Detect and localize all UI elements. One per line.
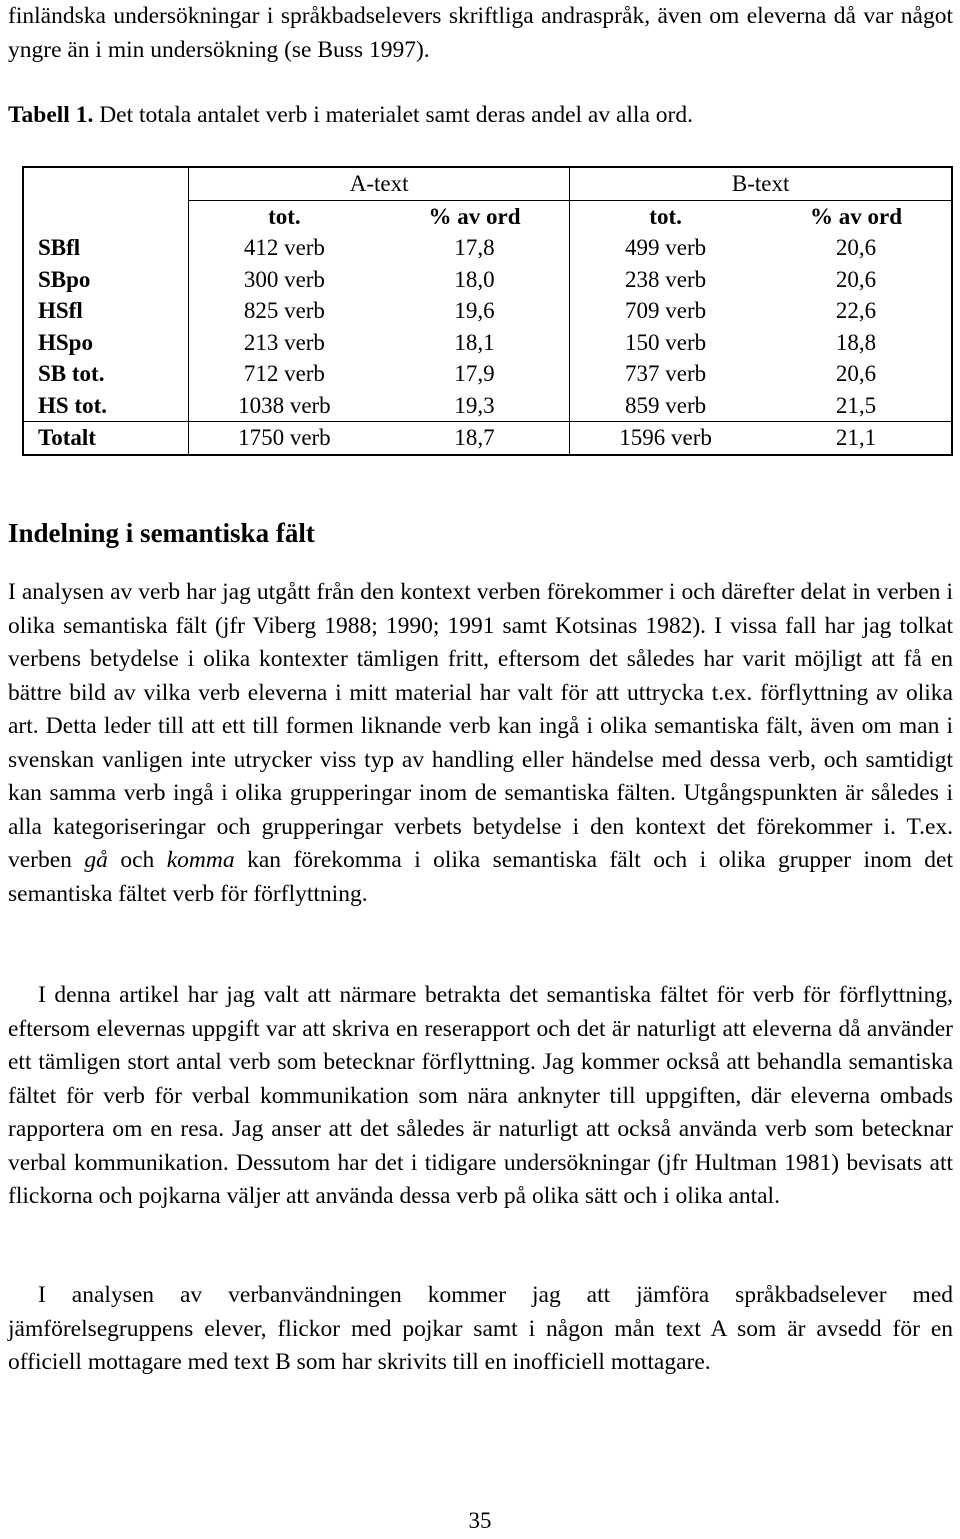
cell-a-pct: 19,6	[380, 295, 570, 327]
table-row	[23, 358, 952, 390]
cell-b-pct: 20,6	[835, 235, 877, 260]
cell-a-pct: 18,0	[380, 264, 570, 296]
cell-a-tot: 712 verb	[243, 361, 325, 386]
row-label: Totalt	[23, 422, 189, 455]
row-label: SB tot.	[23, 358, 189, 390]
subheader-a-tot: tot.	[268, 203, 301, 229]
cell-b-tot: 238 verb	[625, 266, 707, 292]
page-number: 35	[468, 1508, 492, 1533]
para1-verb-ga: gå	[84, 847, 108, 873]
cell-b-tot: 737 verb	[625, 361, 707, 386]
cell-b-pct: 22,6	[835, 298, 877, 323]
cell-b-pct: 18,8	[835, 329, 877, 355]
cell-b-tot: 1596 verb	[570, 422, 761, 455]
row-label: SBfl	[23, 232, 189, 264]
para1-text-a: I analysen av verb har jag utgått från den kontext verben förekommer i och därefter delat in verben i olika semantiska fält (jfr Viberg 1988; 1990; 1991 samt Kotsinas 1982). I vissa fall har jag tolkat verbens betydelse i olika kontexter tämligen fritt, eftersom det således har varit möjligt att få en bättre bild av vilka verb eleverna i mitt material har valt för att uttrycka t.ex. förflyttning av olika art. Detta leder till att ett till formen liknande verb kan ingå i olika semantiska fält, även om man i svenskan vanligen inte utrycker viss typ av handling eller händelse med dessa verb, och samtidigt kan samma verb ingå i olika grupperingar inom de semantiska fälten. Utgångspunkten är således i alla kategoriseringar och grupperingar verbets betydelse i den kontext det förekommer i. T.ex. verben	[8, 579, 953, 873]
cell-a-pct: 17,9	[380, 358, 570, 390]
section-heading: Indelning i semantiska fält	[8, 518, 315, 548]
row-label: HSfl	[23, 295, 189, 327]
verb-count-table	[22, 166, 953, 456]
cell-a-tot: 213 verb	[243, 329, 325, 355]
table-wrapper	[8, 166, 953, 456]
table-row	[23, 295, 952, 327]
para1-text-b: kan förekomma i olika semantiska fält och i olika grupper inom det semantiska fältet verb för förflyttning.	[8, 847, 954, 907]
cell-b-pct: 21,1	[761, 422, 952, 455]
cell-a-tot: 412 verb	[243, 235, 325, 260]
table-row	[23, 264, 952, 296]
cell-a-pct: 17,8	[380, 232, 570, 264]
table-row	[23, 327, 952, 359]
cell-a-tot: 1038 verb	[238, 392, 331, 418]
table-group-row	[23, 167, 952, 200]
row-label: HS tot.	[23, 390, 189, 422]
cell-b-pct: 21,5	[835, 392, 877, 418]
cell-b-tot: 499 verb	[625, 235, 707, 260]
cell-b-pct: 20,6	[835, 266, 877, 292]
table-caption-text: Det totala antalet verb i materialet samt deras andel av alla ord.	[99, 102, 693, 128]
cell-a-pct: 18,7	[380, 422, 570, 455]
table-subheader-row	[23, 200, 952, 232]
group-header-b: B-text	[570, 167, 952, 200]
cell-b-tot: 150 verb	[625, 329, 707, 355]
subheader-a-pct: % av ord	[380, 200, 570, 232]
cell-b-pct: 20,6	[835, 361, 877, 386]
table-row	[23, 390, 952, 422]
cell-a-tot: 825 verb	[243, 298, 325, 323]
table-row	[23, 232, 952, 264]
intro-paragraph: finländska undersökningar i språkbadselevers skriftliga andraspråk, även om eleverna då var något yngre än i min undersökning (se Buss 1997).	[8, 3, 953, 63]
cell-a-tot: 300 verb	[243, 266, 325, 292]
body-paragraph-1	[8, 576, 953, 911]
cell-a-pct: 19,3	[380, 390, 570, 422]
cell-a-tot: 1750 verb	[189, 422, 380, 455]
table-caption-label: Tabell 1.	[8, 102, 94, 128]
table-caption	[8, 99, 693, 132]
cell-b-tot: 859 verb	[625, 392, 707, 418]
row-label: SBpo	[23, 264, 189, 296]
cell-b-tot: 709 verb	[625, 298, 707, 323]
table-corner-cell	[23, 167, 189, 200]
table-row-total	[23, 422, 952, 455]
group-header-a: A-text	[189, 167, 570, 200]
table-corner-cell-2	[23, 200, 189, 232]
cell-a-pct: 18,1	[380, 327, 570, 359]
row-label: HSpo	[23, 327, 189, 359]
para1-och: och	[120, 847, 155, 873]
body-paragraph-3: I analysen av verbanvändningen kommer jag att jämföra språkbadselever med jämförelsegruppens elever, flickor med pojkar samt i någon mån text A som är avsedd för en officiell mottagare med text B som har skrivits till en inofficiell mottagare.	[8, 1282, 953, 1375]
subheader-b-pct: % av ord	[809, 203, 902, 229]
subheader-b-tot: tot.	[649, 203, 682, 229]
para1-verb-komma: komma	[166, 847, 235, 873]
body-paragraph-2: I denna artikel har jag valt att närmare betrakta det semantiska fältet för verb för förflyttning, eftersom elevernas uppgift var att skriva en reserapport och det är naturligt att eleverna då använder ett tämligen stort antal verb som betecknar förflyttning. Jag kommer också att behandla semantiska fältet för verb för verbal kommunikation som nära anknyter till uppgiften, där eleverna ombads rapportera om en resa. Jag anser att det således är naturligt att också använda verb som betecknar verbal kommunikation. Dessutom har det i tidigare undersökningar (jfr Hultman 1981) bevisats att flickorna och pojkarna väljer att använda dessa verb på olika sätt och i olika antal.	[8, 982, 953, 1209]
